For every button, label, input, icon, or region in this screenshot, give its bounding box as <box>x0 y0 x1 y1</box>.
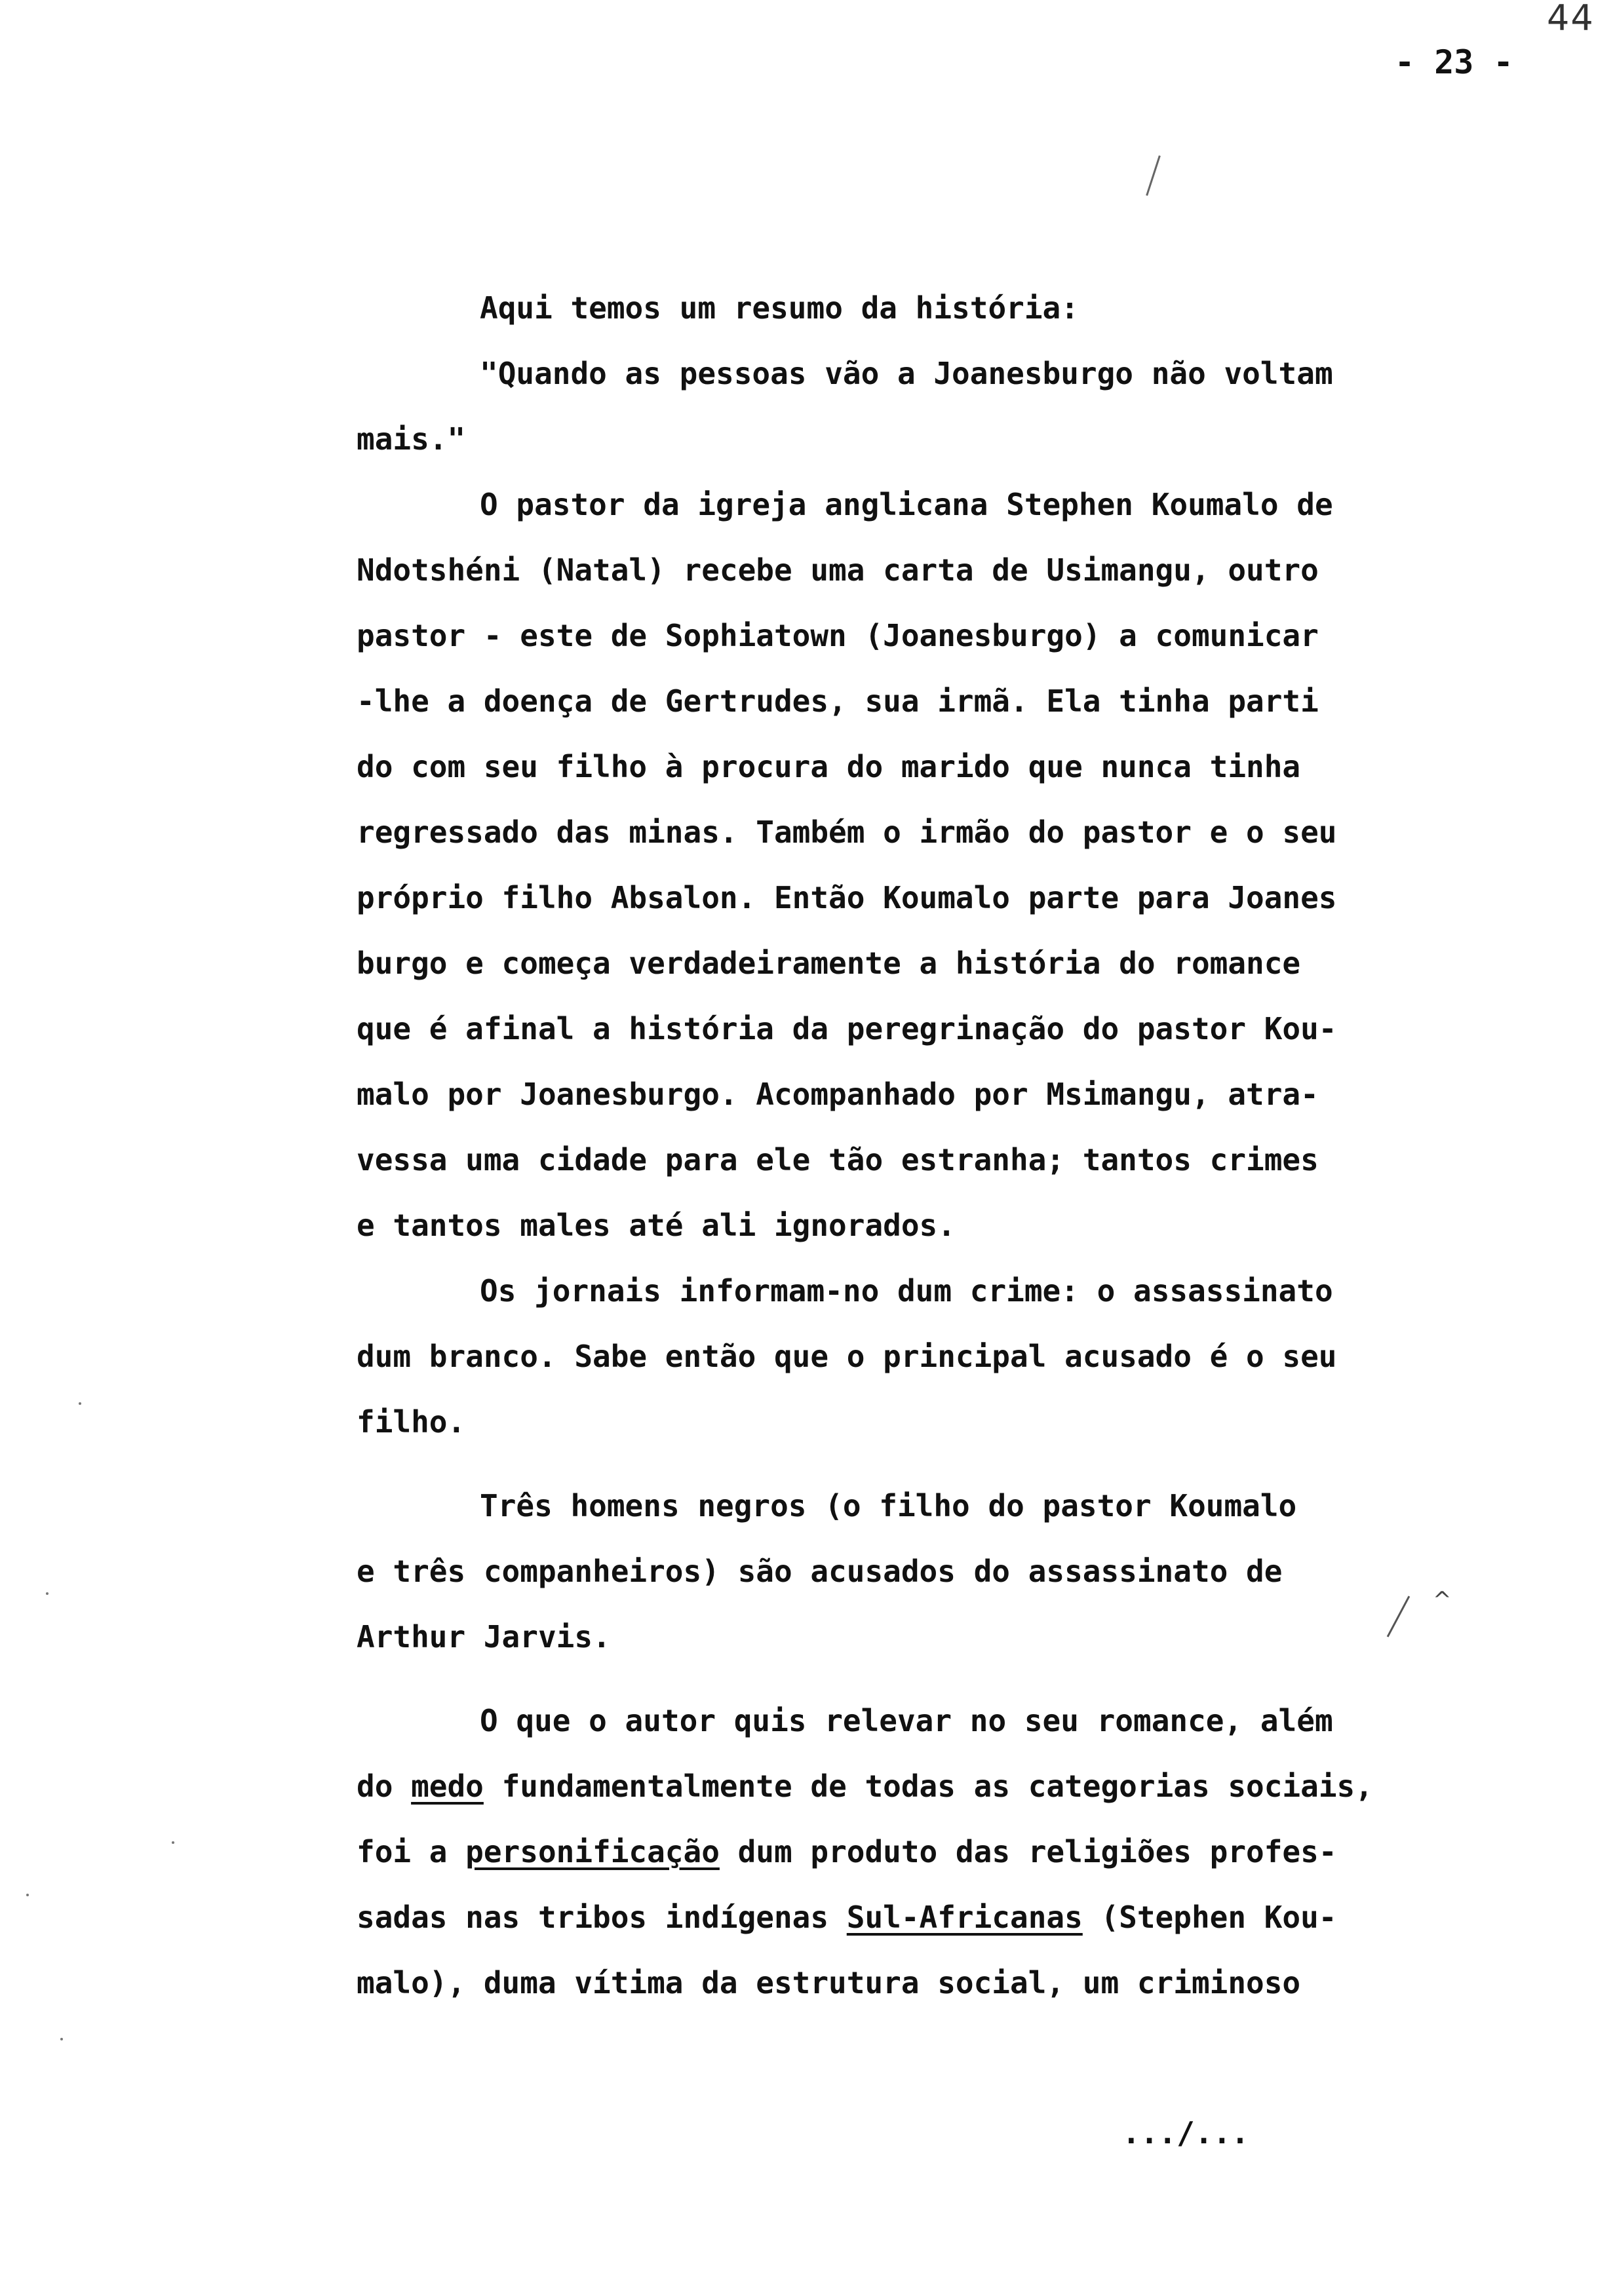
underlined-word: medo <box>411 1769 484 1804</box>
summary-line: O pastor da igreja anglicana Stephen Koumalo de <box>480 487 1333 522</box>
scan-speck <box>26 1894 29 1896</box>
underlined-word: Sul-Africanas <box>846 1900 1083 1935</box>
accused-line: e três companheiros) são acusados do assassinato de <box>357 1554 1283 1589</box>
text-run: sadas nas tribos indígenas <box>357 1900 847 1935</box>
analysis-line <box>357 1819 1497 1885</box>
continuation-mark: .../... <box>1122 2115 1249 2151</box>
quote-line: "Quando as pessoas vão a Joanesburgo não voltam <box>480 356 1333 391</box>
summary-line: Ndotshéni (Natal) recebe uma carta de Usimangu, outro <box>357 552 1319 588</box>
body-text <box>357 275 1497 2016</box>
accused-line: Três homens negros (o filho do pastor Koumalo <box>480 1488 1297 1523</box>
page-number: - 23 - <box>1395 43 1513 81</box>
summary-line: malo por Joanesburgo. Acompanhado por Msimangu, atra- <box>357 1077 1319 1112</box>
summary-line: que é afinal a história da peregrinação do pastor Kou- <box>357 1011 1337 1046</box>
paragraph-gap <box>357 1455 1497 1473</box>
summary-line: pastor - este de Sophiatown (Joanesburgo) a comunicar <box>357 618 1319 653</box>
text-run: dum produto das religiões profes- <box>719 1834 1337 1869</box>
scan-speck <box>79 1402 81 1405</box>
paragraph-gap <box>357 1670 1497 1688</box>
summary-line: burgo e começa verdadeiramente a história do romance <box>357 946 1301 981</box>
text-run: do <box>357 1769 412 1804</box>
summary-line: regressado das minas. Também o irmão do pastor e o seu <box>357 814 1337 850</box>
analysis-line: O que o autor quis relevar no seu romance, além <box>480 1703 1333 1738</box>
text-run: foi a <box>357 1834 466 1869</box>
pen-mark: ^ <box>1433 1587 1452 1613</box>
summary-line: do com seu filho à procura do marido que nunca tinha <box>357 749 1301 784</box>
quote-line: mais." <box>357 421 466 457</box>
scan-speck <box>172 1841 174 1844</box>
news-line: dum branco. Sabe então que o principal acusado é o seu <box>357 1339 1337 1374</box>
summary-line: vessa uma cidade para ele tão estranha; tantos crimes <box>357 1142 1319 1177</box>
news-line: filho. <box>357 1404 466 1440</box>
analysis-line <box>357 1753 1497 1819</box>
scan-speck <box>60 2038 63 2040</box>
paragraph-intro: Aqui temos um resumo da história: <box>480 290 1079 326</box>
text-run: (Stephen Kou- <box>1082 1900 1337 1935</box>
accused-line: Arthur Jarvis. <box>357 1619 611 1655</box>
summary-line: e tantos males até ali ignorados. <box>357 1208 956 1243</box>
analysis-line <box>357 1885 1497 1950</box>
scan-speck <box>46 1592 49 1595</box>
pen-mark <box>1146 155 1161 196</box>
analysis-line: malo), duma vítima da estrutura social, um criminoso <box>357 1965 1301 2000</box>
folio-number: 44 <box>1547 0 1595 39</box>
summary-line: próprio filho Absalon. Então Koumalo parte para Joanes <box>357 880 1337 915</box>
summary-line: -lhe a doença de Gertrudes, sua irmã. Ela tinha parti <box>357 683 1319 719</box>
news-line: Os jornais informam-no dum crime: o assassinato <box>480 1273 1333 1309</box>
text-run: fundamentalmente de todas as categorias sociais, <box>483 1769 1373 1804</box>
underlined-word: personificação <box>465 1834 720 1869</box>
